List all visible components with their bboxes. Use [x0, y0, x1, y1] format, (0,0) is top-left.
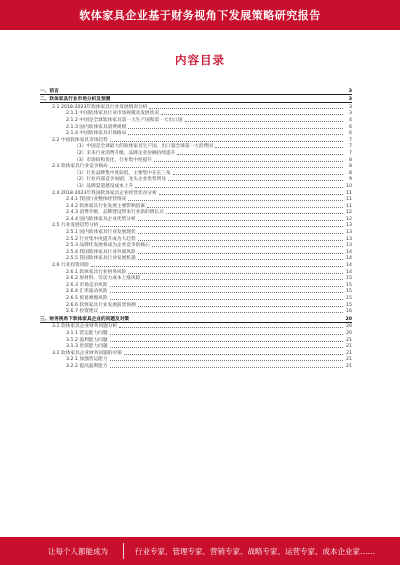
- toc-page-number: 11: [346, 190, 352, 196]
- toc-page-number: 21: [346, 337, 352, 343]
- toc-entry[interactable]: [40, 103, 352, 110]
- toc-entry[interactable]: [40, 123, 352, 130]
- toc-entry[interactable]: [40, 323, 352, 330]
- footer-divider: [123, 543, 124, 559]
- toc-entry-title: （1）中国是全球最大的软体家具生产国，出口量全球第一大消费国: [74, 144, 213, 150]
- toc-entry[interactable]: [40, 163, 352, 170]
- toc-entry[interactable]: [40, 86, 352, 95]
- toc-page-number: 6: [349, 131, 352, 137]
- toc-leader-dots: [135, 187, 343, 188]
- toc-entry-title: 2.5.5 我国软体家具行业发展机遇: [66, 256, 136, 262]
- toc-entry-title: 2.6.2 原材料、劳动力成本上涨风险: [66, 276, 141, 282]
- toc-entry-title: （3）市场结构优化，行业集中度提升: [74, 157, 152, 163]
- toc-entry-title: 2.5.1 国内软体家具行业发展现状: [66, 230, 136, 236]
- toc-page-number: 15: [346, 282, 352, 288]
- toc-entry[interactable]: [40, 301, 352, 308]
- toc-entry-title: 2.5 行业发展趋势分析: [52, 223, 99, 229]
- table-of-contents: [40, 86, 352, 369]
- toc-entry[interactable]: [40, 176, 352, 183]
- toc-page-number: 13: [346, 243, 352, 249]
- toc-entry[interactable]: [40, 95, 352, 104]
- toc-entry-title: 2.1.4 中国软体家具市场格局: [66, 131, 127, 137]
- toc-entry-title: （3）品牌渠道建设成本上升: [74, 183, 134, 189]
- toc-entry[interactable]: [40, 242, 352, 249]
- toc-leader-dots: [149, 108, 343, 109]
- toc-entry[interactable]: [40, 196, 352, 203]
- toc-page-number: 3: [348, 97, 352, 103]
- toc-entry-title: 2.1 2018-2023年软体家具行业发展情况分析: [52, 104, 148, 110]
- toc-page-number: 15: [346, 302, 352, 308]
- toc-entry-title: 2.6.4 汇率波动风险: [66, 289, 108, 295]
- toc-leader-dots: [128, 134, 343, 135]
- toc-leader-dots: [215, 147, 343, 148]
- toc-page-number: 10: [346, 183, 352, 189]
- toc-entry-title: 2.6.7 投资建议: [66, 309, 99, 315]
- toc-entry-title: （1）行业品牌集中度较低，主要集中在长三角: [74, 170, 171, 176]
- toc-entry-title: 3.1.3 偿债能力问题: [66, 344, 108, 350]
- toc-page-number: 21: [346, 363, 352, 369]
- toc-leader-dots: [177, 154, 343, 155]
- toc-entry-title: 3.2 软体家具企业财务问题的对策: [52, 350, 122, 356]
- toc-entry[interactable]: [40, 268, 352, 275]
- toc-entry-title: 3.1.2 盈利能力问题: [66, 337, 108, 343]
- toc-entry[interactable]: [40, 362, 352, 369]
- toc-leader-dots: [128, 128, 343, 129]
- toc-entry[interactable]: [40, 248, 352, 255]
- toc-entry[interactable]: [40, 143, 352, 150]
- toc-leader-dots: [100, 226, 343, 227]
- footer-slogan: 让每个人都能成为: [48, 547, 108, 556]
- toc-page-number: 8: [349, 157, 352, 163]
- toc-page-number: 13: [346, 236, 352, 242]
- toc-entry[interactable]: [40, 343, 352, 350]
- toc-entry[interactable]: [40, 182, 352, 189]
- toc-leader-dots: [110, 141, 343, 142]
- toc-entry-title: 2.4.3 消费升级、品牌建设带来行业新的增长点: [66, 210, 164, 216]
- toc-page-number: 12: [346, 210, 352, 216]
- toc-entry-title: 2.5.2 行业集中度提升成为大趋势: [66, 236, 136, 242]
- toc-leader-dots: [168, 180, 343, 181]
- toc-entry-title: 2.3 软体家具行业竞争格局: [52, 164, 108, 170]
- toc-entry[interactable]: [40, 169, 352, 176]
- toc-entry[interactable]: [40, 110, 352, 117]
- toc-leader-dots: [138, 253, 343, 254]
- toc-leader-dots: [110, 286, 343, 287]
- toc-entry[interactable]: [40, 209, 352, 216]
- toc-leader-dots: [173, 174, 343, 175]
- toc-entry-title: 2.4.2 软体家具行业发展主要影响因素: [66, 203, 146, 209]
- toc-leader-dots: [128, 273, 343, 274]
- toc-entry[interactable]: [40, 222, 352, 229]
- toc-page-number: 8: [349, 164, 352, 170]
- toc-entry[interactable]: [40, 356, 352, 363]
- toc-leader-dots: [110, 347, 343, 348]
- toc-leader-dots: [152, 246, 343, 247]
- toc-entry[interactable]: [40, 130, 352, 137]
- toc-page-number: 3: [348, 88, 352, 94]
- toc-entry-title: 一、前言: [40, 88, 59, 94]
- toc-leader-dots: [124, 354, 343, 355]
- toc-page-number: 21: [346, 344, 352, 350]
- toc-leader-dots: [110, 341, 343, 342]
- toc-entry[interactable]: [40, 275, 352, 282]
- toc-entry-title: 2.2 中国软体家具市场趋势: [52, 137, 108, 143]
- toc-entry[interactable]: [40, 202, 352, 209]
- toc-page-number: 14: [346, 249, 352, 255]
- toc-page-number: 8: [349, 170, 352, 176]
- toc-page-number: 15: [346, 289, 352, 295]
- toc-entry[interactable]: [40, 349, 352, 356]
- toc-entry[interactable]: [40, 235, 352, 242]
- toc-leader-dots: [159, 194, 343, 195]
- toc-page-number: 3: [349, 104, 352, 110]
- toc-entry[interactable]: [40, 228, 352, 235]
- toc-entry-title: 2.6.5 贸易摩擦风险: [66, 296, 108, 301]
- toc-title: 内容目录: [175, 53, 225, 67]
- toc-entry-title: （2）未来行业消费升级，品牌企业份额持续提升: [74, 150, 176, 156]
- toc-leader-dots: [185, 121, 343, 122]
- toc-leader-dots: [128, 200, 343, 201]
- toc-entry-title: （2）行业内部竞争加剧，龙头企业优势明显: [74, 177, 167, 183]
- toc-entry-title: 2.6.1 软体家具行业财务风险: [66, 269, 127, 275]
- toc-leader-dots: [91, 266, 343, 267]
- toc-leader-dots: [110, 334, 343, 335]
- toc-page-number: 14: [346, 263, 352, 269]
- toc-entry[interactable]: [40, 294, 352, 301]
- toc-entry-title: 3.1 软体家具企业财务问题分析: [52, 324, 118, 330]
- page-header: [0, 0, 400, 30]
- toc-entry-title: 2.1.1 中国软体家具行业市场规模及发展状况: [66, 111, 160, 117]
- header-title: 软体家具企业基于财务视角下发展策略研究报告: [79, 9, 321, 22]
- toc-entry-title: 三、财务视角下软体家具企业的问题及对策: [40, 316, 130, 322]
- toc-leader-dots: [142, 279, 343, 280]
- toc-entry-title: 2.6 行业投资风险: [52, 263, 90, 269]
- toc-leader-dots: [119, 327, 343, 328]
- footer-tagline: 行业专家、管理专家、营销专家、战略专家、运营专家、成本企业家……: [135, 547, 375, 556]
- toc-page-number: 6: [349, 124, 352, 130]
- toc-leader-dots: [110, 299, 343, 300]
- toc-leader-dots: [138, 220, 343, 221]
- toc-entry[interactable]: [40, 116, 352, 123]
- toc-page-number: 12: [346, 216, 352, 222]
- toc-entry[interactable]: [40, 336, 352, 343]
- toc-entry[interactable]: [40, 189, 352, 196]
- toc-entry-title: 2.6.6 软体家具行业发展前景预测: [66, 302, 136, 308]
- toc-page-number: 15: [346, 276, 352, 282]
- toc-leader-dots: [110, 360, 343, 361]
- toc-leader-dots: [110, 167, 343, 168]
- toc-page-number: 20: [345, 316, 352, 322]
- toc-page-number: 15: [346, 296, 352, 301]
- toc-entry-title: 3.2.2 提高盈利能力: [66, 363, 108, 369]
- toc-leader-dots: [138, 259, 343, 260]
- page-footer: [0, 537, 400, 565]
- toc-page-number: 20: [346, 324, 352, 330]
- toc-page-number: 16: [346, 309, 352, 315]
- toc-entry[interactable]: [40, 281, 352, 288]
- toc-leader-dots: [154, 161, 343, 162]
- toc-leader-dots: [110, 292, 343, 293]
- toc-page-number: 11: [346, 203, 352, 209]
- toc-entry[interactable]: [40, 149, 352, 156]
- toc-entry-title: 2.4 2018-2023年我国软体家具企业经营状况分析: [52, 190, 157, 196]
- toc-entry-title: 2.1.3 国内软体家具消费规模: [66, 124, 127, 130]
- toc-entry-title: 3.2.1 加强营运能力: [66, 357, 108, 363]
- toc-leader-dots: [100, 312, 343, 313]
- toc-leader-dots: [166, 213, 343, 214]
- toc-page-number: 7: [349, 150, 352, 156]
- toc-leader-dots: [110, 367, 343, 368]
- toc-page-number: 4: [349, 117, 352, 123]
- toc-entry-title: 2.4.4 国内软体家具企业优势分析: [66, 216, 136, 222]
- toc-page-number: 13: [346, 223, 352, 229]
- toc-entry[interactable]: [40, 261, 352, 268]
- toc-entry-title: 2.6.3 市场竞争风险: [66, 282, 108, 288]
- toc-entry[interactable]: [40, 255, 352, 262]
- toc-entry[interactable]: [40, 156, 352, 163]
- toc-entry-title: 二、软体家具行业市场分析及预测: [40, 97, 111, 103]
- toc-page-number: 13: [346, 230, 352, 236]
- toc-page-number: 11: [346, 197, 352, 203]
- toc-entry-title: 2.1.2 中国是全球软体家具第一大生产国和第一大出口国: [66, 117, 183, 123]
- toc-page-number: 7: [349, 144, 352, 150]
- toc-page-number: 7: [349, 137, 352, 143]
- toc-entry-title: 2.4.1 我国行业整体经营情况: [66, 197, 127, 203]
- toc-entry[interactable]: [40, 329, 352, 336]
- toc-page-number: 20: [346, 330, 352, 336]
- toc-entry-title: 2.5.4 我国软体家具行业外部风险: [66, 249, 136, 255]
- toc-entry[interactable]: [40, 215, 352, 222]
- toc-page-number: 3: [349, 111, 352, 117]
- toc-page-number: 14: [346, 269, 352, 275]
- toc-entry[interactable]: [40, 314, 352, 323]
- toc-page-number: 9: [349, 177, 352, 183]
- toc-leader-dots: [147, 207, 343, 208]
- toc-entry-title: 3.1.1 营运能力问题: [66, 330, 108, 336]
- toc-entry[interactable]: [40, 308, 352, 315]
- toc-leader-dots: [138, 240, 343, 241]
- toc-entry[interactable]: [40, 136, 352, 143]
- toc-page-number: 21: [346, 357, 352, 363]
- toc-leader-dots: [138, 233, 343, 234]
- toc-page-number: 21: [346, 350, 352, 356]
- toc-leader-dots: [138, 306, 343, 307]
- toc-entry[interactable]: [40, 288, 352, 295]
- toc-entry-title: 2.5.3 品牌化发展将成为企业竞争的核心: [66, 243, 150, 249]
- toc-leader-dots: [161, 114, 343, 115]
- toc-page-number: 14: [346, 256, 352, 262]
